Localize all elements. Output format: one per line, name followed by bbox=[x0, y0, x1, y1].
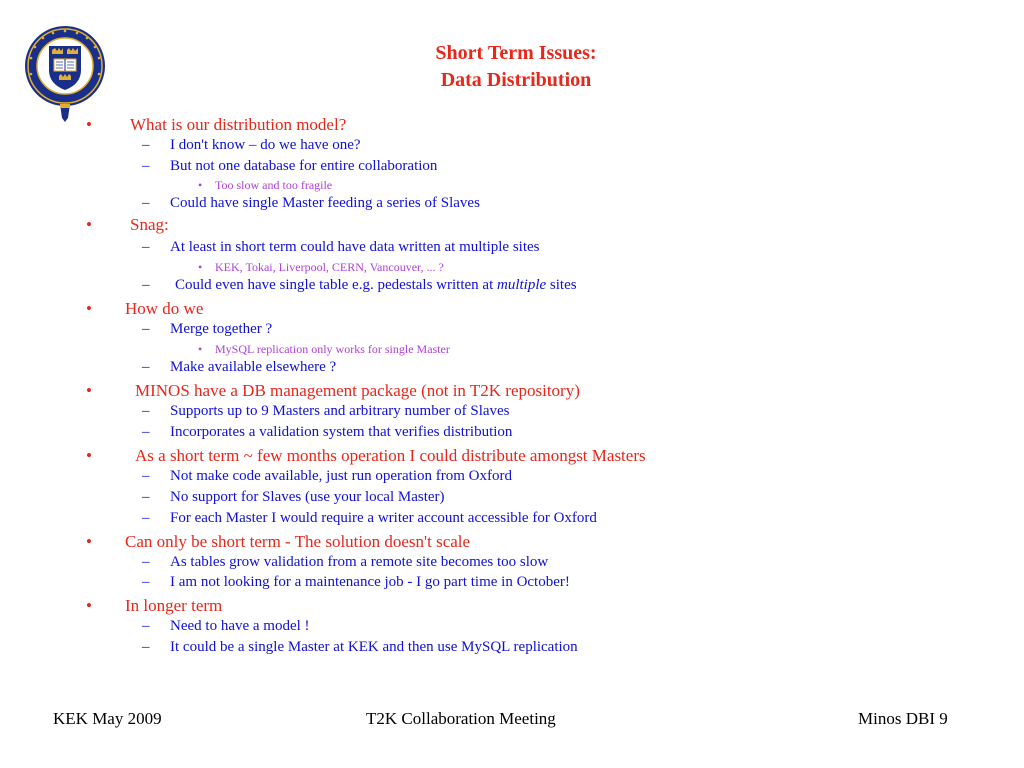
bullet-dot: • bbox=[198, 260, 203, 274]
bullet-dot: • bbox=[86, 532, 92, 551]
bullet-text: At least in short term could have data written at multiple sites bbox=[170, 239, 540, 255]
bullet-dash: – bbox=[142, 137, 150, 153]
footer-right: Minos DBI 9 bbox=[858, 709, 948, 728]
title-line-2: Data Distribution bbox=[440, 69, 592, 91]
bullet-dash: – bbox=[142, 574, 150, 590]
bullet-text: No support for Slaves (use your local Master) bbox=[170, 489, 445, 505]
bullet-dot: • bbox=[86, 115, 92, 134]
bullet-dot: • bbox=[86, 596, 92, 615]
bullet-dash: – bbox=[142, 158, 150, 174]
bullet-dash: – bbox=[142, 489, 150, 505]
bullet-dash: – bbox=[142, 403, 150, 419]
text-italic-emphasis: multiple bbox=[497, 277, 547, 293]
title-line-1: Short Term Issues: bbox=[435, 42, 597, 64]
bullet-text: Need to have a model ! bbox=[170, 618, 310, 634]
bullet-dash: – bbox=[142, 618, 150, 634]
footer-center: T2K Collaboration Meeting bbox=[366, 709, 556, 728]
bullet-text: It could be a single Master at KEK and then use MySQL replication bbox=[170, 639, 578, 655]
bullet-dash: – bbox=[142, 468, 150, 484]
bullet-text: Can only be short term - The solution doesn't scale bbox=[125, 532, 471, 551]
bullet-dash: – bbox=[142, 639, 150, 655]
bullet-dash: – bbox=[142, 554, 150, 570]
bullet-text: For each Master I would require a writer account accessible for Oxford bbox=[170, 510, 597, 526]
bullet-dot: • bbox=[86, 381, 92, 400]
bullet-text: Make available elsewhere ? bbox=[170, 359, 337, 375]
bullet-text: But not one database for entire collaboration bbox=[170, 158, 438, 174]
text-segment: Could even have single table e.g. pedestals written at bbox=[175, 277, 497, 293]
bullet-dot: • bbox=[198, 342, 203, 356]
bullet-dash: – bbox=[142, 277, 150, 293]
bullet-text: Merge together ? bbox=[170, 321, 273, 337]
bullet-text: Snag: bbox=[130, 215, 169, 234]
bullet-dash: – bbox=[142, 359, 150, 375]
bullet-text: I am not looking for a maintenance job - I go part time in October! bbox=[170, 574, 570, 590]
bullet-text: Not make code available, just run operation from Oxford bbox=[170, 468, 512, 484]
text-segment: sites bbox=[546, 277, 577, 293]
bullet-text: As a short term ~ few months operation I could distribute amongst Masters bbox=[135, 446, 646, 465]
bullet-text: Incorporates a validation system that verifies distribution bbox=[170, 424, 513, 440]
bullet-text bbox=[175, 277, 577, 294]
bullet-text: Could have single Master feeding a series of Slaves bbox=[170, 195, 480, 211]
bullet-dash: – bbox=[142, 510, 150, 526]
bullet-dash: – bbox=[142, 239, 150, 255]
bullet-dash: – bbox=[142, 195, 150, 211]
footer-left: KEK May 2009 bbox=[53, 709, 162, 728]
bullet-dot: • bbox=[86, 215, 92, 234]
bullet-text: MINOS have a DB management package (not in T2K repository) bbox=[135, 381, 580, 400]
bullet-text: Supports up to 9 Masters and arbitrary number of Slaves bbox=[170, 403, 510, 419]
bullet-text: MySQL replication only works for single Master bbox=[215, 342, 450, 356]
bullet-dash: – bbox=[142, 321, 150, 337]
bullet-text: KEK, Tokai, Liverpool, CERN, Vancouver, ... ? bbox=[215, 260, 444, 274]
bullet-text: What is our distribution model? bbox=[130, 115, 347, 134]
bullet-dot: • bbox=[86, 446, 92, 465]
bullet-text: In longer term bbox=[125, 596, 223, 615]
bullet-text: Too slow and too fragile bbox=[215, 178, 333, 192]
bullet-text: I don't know – do we have one? bbox=[170, 137, 361, 153]
bullet-text: How do we bbox=[125, 299, 204, 318]
bullet-dash: – bbox=[142, 424, 150, 440]
bullet-text: As tables grow validation from a remote site becomes too slow bbox=[170, 554, 549, 570]
bullet-dot: • bbox=[198, 178, 203, 192]
bullet-dot: • bbox=[86, 299, 92, 318]
